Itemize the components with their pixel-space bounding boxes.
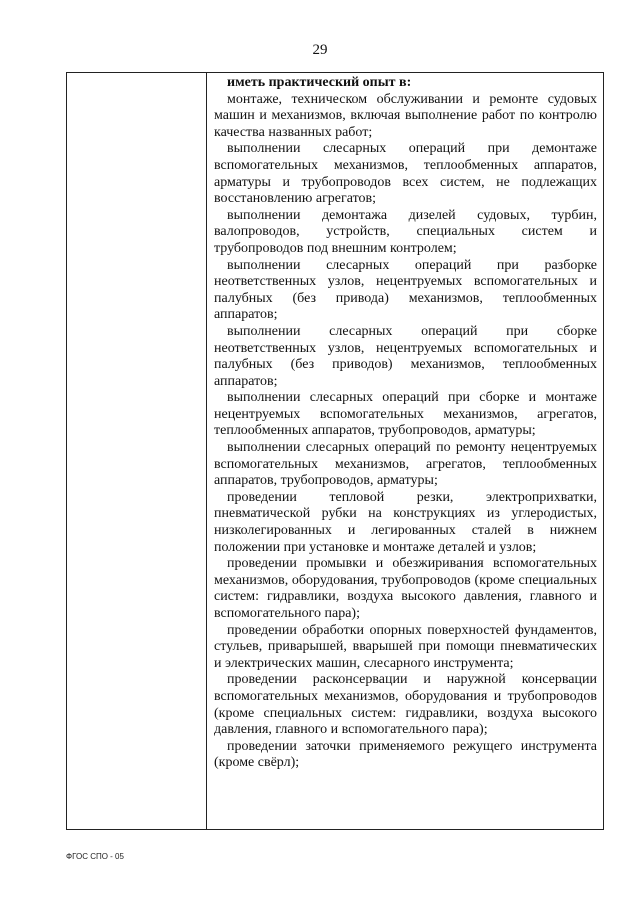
- list-item: выполнении слесарных операций при разборке неответственных узлов, нецентруемых вспомогательных и палубных (без привода) механизмов, теплообменных аппаратов;: [214, 257, 597, 323]
- list-item: выполнении слесарных операций при сборке и монтаже нецентруемых вспомогательных механизмов, агрегатов, теплообменных аппаратов, трубопроводов, арматуры;: [214, 390, 597, 439]
- content-table: [66, 72, 604, 830]
- list-item: проведении расконсервации и наружной консервации вспомогательных механизмов, оборудования и трубопроводов (кроме специальных систем: гидравлики, воздуха высокого давления, главного и вспомогательного пара);: [214, 672, 597, 738]
- footer-code: ФГОС СПО - 05: [66, 852, 124, 861]
- list-item: выполнении слесарных операций по ремонту нецентруемых вспомогательных механизмов, агрегатов, теплообменных аппаратов, трубопроводов, арматуры;: [214, 440, 597, 489]
- table-right-column: [207, 73, 603, 829]
- list-item: выполнении слесарных операций при сборке неответственных узлов, нецентруемых вспомогательных и палубных (без приводов) механизмов, теплообменных аппаратов;: [214, 323, 597, 389]
- list-item: монтаже, техническом обслуживании и ремонте судовых машин и механизмов, включая выполнение работ по контролю качества названных работ;: [214, 91, 597, 140]
- list-item: выполнении слесарных операций при демонтаже вспомогательных механизмов, теплообменных аппаратов, арматуры и трубопроводов всех систем, не подлежащих восстановлению агрегатов;: [214, 141, 597, 207]
- list-item: проведении заточки применяемого режущего инструмента (кроме свёрл);: [214, 738, 597, 771]
- section-heading: иметь практический опыт в:: [227, 75, 412, 90]
- list-item: проведении тепловой резки, электроприхватки, пневматической рубки на конструкциях из углеродистых, низколегированных и легированных сталей в нижнем положении при установке и монтаже деталей и узлов;: [214, 489, 597, 555]
- page-number: 29: [312, 42, 328, 58]
- table-left-column: [67, 73, 207, 829]
- list-item: проведении обработки опорных поверхностей фундаментов, стульев, приварышей, вварышей при помощи пневматических и электрических машин, слесарного инструмента;: [214, 622, 597, 671]
- list-item: проведении промывки и обезжиривания вспомогательных механизмов, оборудования, трубопроводов (кроме специальных систем: гидравлики, воздуха высокого давления, главного и вспомогательного пара);: [214, 556, 597, 621]
- list-item: выполнении демонтажа дизелей судовых, турбин, валопроводов, устройств, специальных систем и трубопроводов под внешним контролем;: [214, 207, 597, 256]
